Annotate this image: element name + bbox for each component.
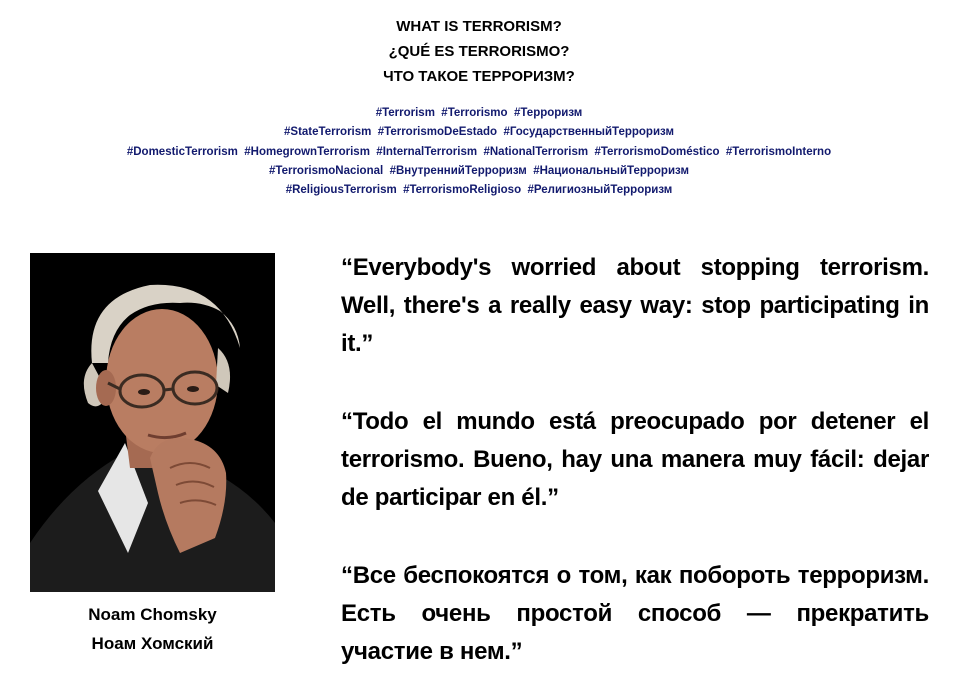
title-russian: ЧТО ТАКОЕ ТЕРРОРИЗМ? — [383, 68, 575, 85]
caption-english: Noam Chomsky — [88, 605, 217, 624]
hashtag-line: #Terrorism #Terrorismo #Терроризм — [375, 107, 583, 119]
hashtag-line: #ReligiousTerrorism #TerrorismoReligioso #РелигиозныйТерроризм — [285, 184, 673, 197]
quote-spanish: “Todo el mundo está preocupado por detener el terrorismo. Bueno, hay una manera muy fácil: dejar de participar en él.” — [341, 408, 929, 511]
portrait-illustration — [30, 253, 275, 592]
quote-english: “Everybody's worried about stopping terrorism. Well, there's a really easy way: stop participating in it.” — [341, 254, 929, 357]
title-english: WHAT IS TERRORISM? — [396, 18, 562, 35]
quote-russian: “Все беспокоятся о том, как побороть терроризм. Есть очень простой способ — прекратить участие в нем.” — [341, 562, 929, 665]
title-spanish: ¿QUÉ ES TERRORISMO? — [388, 43, 570, 60]
portrait-photo — [30, 253, 275, 592]
hashtag-line: #DomesticTerrorism #HomegrownTerrorism #InternalTerrorism #NationalTerrorism #TerrorismoDoméstico #TerrorismoInterno — [126, 145, 832, 158]
hashtag-block — [0, 104, 958, 200]
hashtag-line: #TerrorismoNacional #ВнутреннийТерроризм #НациональныйТерроризм — [269, 164, 689, 177]
hashtag-line: #StateTerrorism #TerrorismoDeEstado #ГосударственныйТерроризм — [284, 126, 674, 139]
caption-russian: Ноам Хомский — [91, 634, 214, 653]
title-block — [0, 14, 958, 89]
portrait-caption — [30, 600, 275, 658]
